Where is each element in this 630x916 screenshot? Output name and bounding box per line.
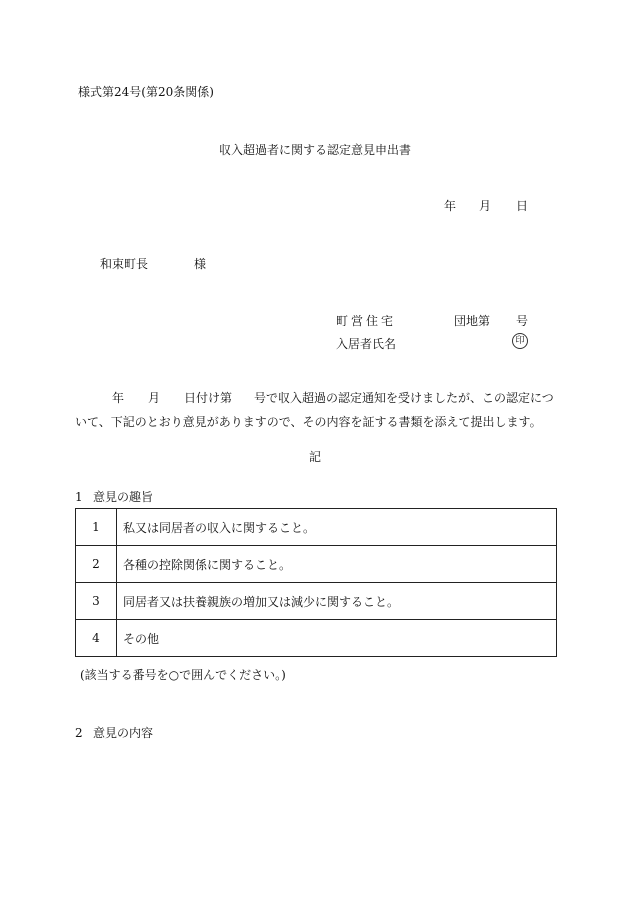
tenant-name-label: 入居者氏名 [336,337,397,351]
option-number[interactable]: 3 [76,583,117,620]
section-2-title: 意見の内容 [93,726,154,740]
table-row [76,583,557,620]
body-year: 年 [112,391,125,405]
date-line [444,197,528,214]
section-2-number: 2 [75,726,83,740]
housing-row [336,312,536,329]
addressee-honorific: 様 [194,257,207,271]
table-row [76,620,557,657]
date-day-label: 日 [516,199,529,213]
date-year-label: 年 [444,199,457,213]
opinion-options-table [75,508,557,657]
body-dated: 日付け第 [184,391,233,405]
body-month: 月 [148,391,161,405]
table-row [76,509,557,546]
body-paragraph [75,386,563,434]
go-label: 号 [516,314,529,328]
section-1-number: 1 [75,490,83,504]
option-text: 各種の控除関係に関すること。 [117,546,557,583]
option-number[interactable]: 2 [76,546,117,583]
option-text: その他 [117,620,557,657]
option-number[interactable]: 4 [76,620,117,657]
tenant-name-row [336,335,536,352]
addressee [100,255,206,272]
addressee-name: 和束町長 [100,257,149,271]
seal-mark: 印 [512,333,528,349]
table-row [76,546,557,583]
housing-label: 町営住宅 [336,314,397,328]
section-1-heading [75,488,153,505]
option-number[interactable]: 1 [76,509,117,546]
option-text: 私又は同居者の収入に関すること。 [117,509,557,546]
selection-note: (該当する番号を○で囲んでください。) [80,668,286,682]
form-number: 様式第24号(第20条関係) [78,85,214,99]
date-month-label: 月 [479,199,492,213]
ki-heading: 記 [308,450,321,464]
document-title: 収入超過者に関する認定意見申出書 [218,143,411,157]
section-1-title: 意見の趣旨 [93,490,154,504]
section-2-heading [75,724,153,741]
body-rest: 号で収入超過の認定通知を受けましたが、この認定について、下記のとおり意見がありますので、その内容を証する書類を添えて提出します。 [75,391,554,429]
danchi-label: 団地第 [454,314,491,328]
option-text: 同居者又は扶養親族の増加又は減少に関すること。 [117,583,557,620]
